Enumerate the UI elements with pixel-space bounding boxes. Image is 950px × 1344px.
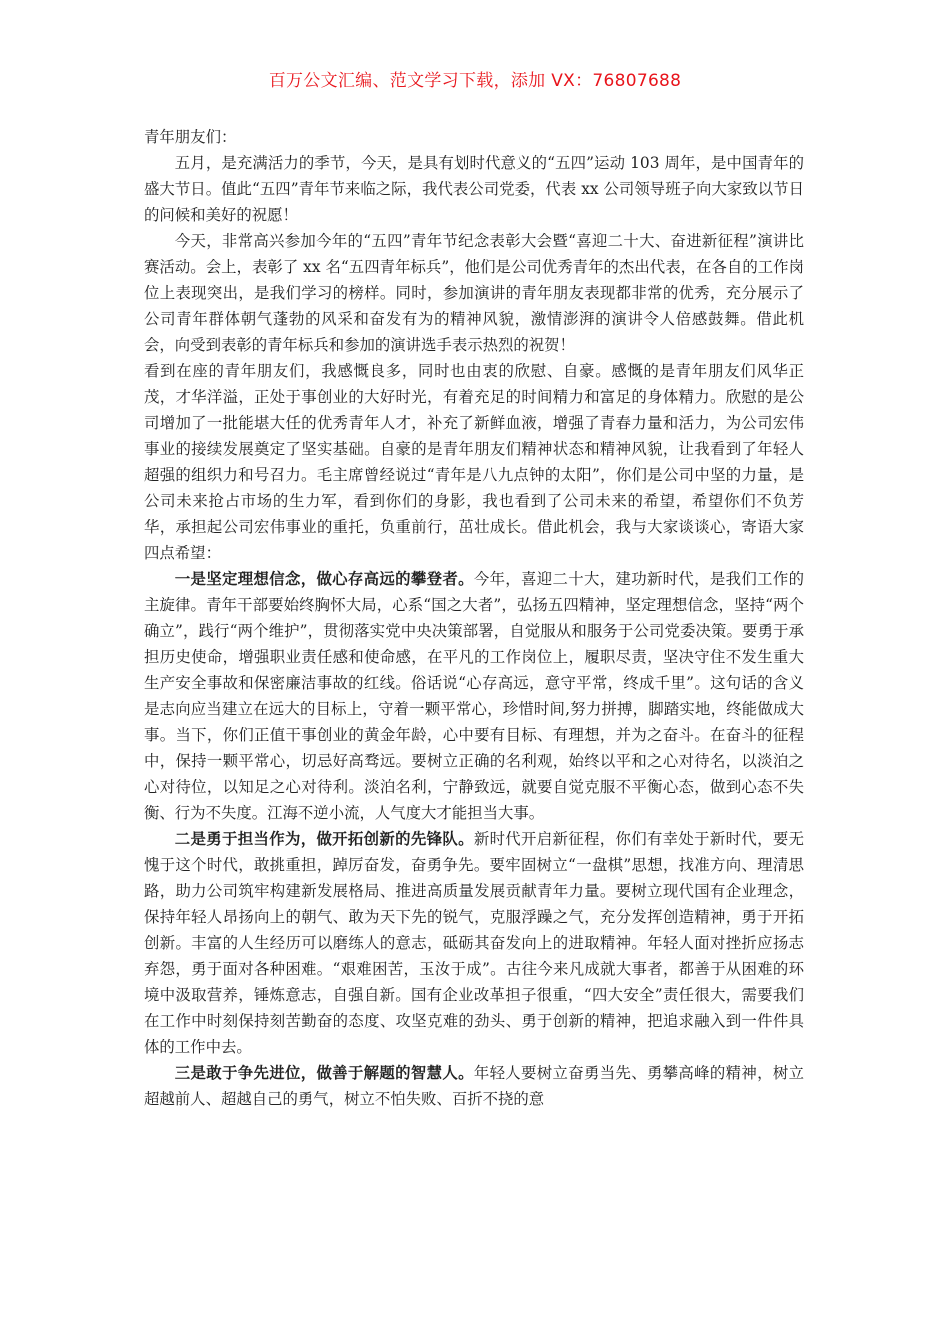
section-one-heading: 一是坚定理想信念，做心存高远的攀登者。 xyxy=(174,570,474,588)
salutation: 青年朋友们： xyxy=(144,128,237,146)
watermark-banner: 百万公文汇编、范文学习下载，添加 VX：76807688 xyxy=(268,71,682,91)
section-three xyxy=(144,1060,804,1112)
document-body xyxy=(144,124,804,1112)
section-three-text: 年轻人要树立奋勇当先、勇攀高峰的精神，树立超越前人、超越自己的勇气，树立不怕失败、百折不挠的意 xyxy=(144,1064,804,1108)
paragraph-commendation: 今天，非常高兴参加今年的“五四”青年节纪念表彰大会暨“喜迎二十大、奋进新征程”演讲比赛活动。会上，表彰了 xx 名“五四青年标兵”，他们是公司优秀青年的杰出代表，在各自的工作岗位上表现突出，是我们学习的榜样。同时，参加演讲的青年朋友表现都非常的优秀，充分展示了公司青年群体朝气蓬勃的风采和奋发有为的精神风貌，激情澎湃的演讲令人倍感鼓舞。借此机会，向受到表彰的青年标兵和参加的演讲选手表示热烈的祝贺！ xyxy=(144,232,804,354)
section-one xyxy=(144,566,804,826)
section-two xyxy=(144,826,804,1060)
section-two-heading: 二是勇于担当作为，做开拓创新的先锋队。 xyxy=(174,830,474,848)
section-two-text: 新时代开启新征程，你们有幸处于新时代，要无愧于这个时代，敢挑重担，踔厉奋发，奋勇争先。要牢固树立“一盘棋”思想，找准方向、理清思路，助力公司筑牢构建新发展格局、推进高质量发展贡献青年力量。要树立现代国有企业理念，保持年轻人昂扬向上的朝气、敢为天下先的锐气，克服浮躁之气，充分发挥创造精神，勇于开拓创新。丰富的人生经历可以磨练人的意志，砥砺其奋发向上的进取精神。年轻人面对挫折应扬志弃怨，勇于面对各种困难。“艰难困苦，玉汝于成”。古往今来凡成就大事者，都善于从困难的环境中汲取营养，锤炼意志，自强自新。国有企业改革担子很重，“四大安全”责任很大，需要我们在工作中时刻保持刻苦勤奋的态度、攻坚克难的劲头、勇于创新的精神，把追求融入到一件件具体的工作中去。 xyxy=(144,830,804,1056)
section-one-text: 今年，喜迎二十大，建功新时代，是我们工作的主旋律。青年干部要始终胸怀大局，心系“国之大者”，弘扬五四精神，坚定理想信念，坚持“两个确立”，践行“两个维护”，贯彻落实党中央决策部署，自觉服从和服务于公司党委决策。要勇于承担历史使命，增强职业责任感和使命感，在平凡的工作岗位上，履职尽责，坚决守住不发生重大生产安全事故和保密廉洁事故的红线。俗话说“心存高远，意守平常，终成千里”。这句话的含义是志向应当建立在远大的目标上，守着一颗平常心，珍惜时间,努力拼搏，脚踏实地，终能做成大事。当下，你们正值干事创业的黄金年龄，心中要有目标、有理想，并为之奋斗。在奋斗的征程中，保持一颗平常心，切忌好高骛远。要树立正确的名利观，始终以平和之心对待名，以淡泊之心对待位，以知足之心对待利。淡泊名利，宁静致远，就要自觉克服不平衡心态，做到心态不失衡、行为不失度。江海不逆小流，人气度大才能担当大事。 xyxy=(144,570,804,822)
paragraph-reflection: 看到在座的青年朋友们，我感慨良多，同时也由衷的欣慰、自豪。感慨的是青年朋友们风华正茂，才华洋溢，正处于事创业的大好时光，有着充足的时间精力和富足的身体精力。欣慰的是公司增加了一批能堪大任的优秀青年人才，补充了新鲜血液，增强了青春力量和活力，为公司宏伟事业的接续发展奠定了坚实基础。自豪的是青年朋友们精神状态和精神风貌，让我看到了年轻人超强的组织力和号召力。毛主席曾经说过“青年是八九点钟的太阳”，你们是公司中坚的力量，是公司未来抢占市场的生力军，看到你们的身影，我也看到了公司未来的希望，希望你们不负芳华，承担起公司宏伟事业的重托，负重前行，茁壮成长。借此机会，我与大家谈谈心，寄语大家四点希望： xyxy=(144,362,804,562)
paragraph-opening: 五月，是充满活力的季节，今天，是具有划时代意义的“五四”运动 103 周年，是中国青年的盛大节日。值此“五四”青年节来临之际，我代表公司党委，代表 xx 公司领导班子向大家致以节日的问候和美好的祝愿！ xyxy=(144,154,804,224)
section-three-heading: 三是敢于争先进位，做善于解题的智慧人。 xyxy=(174,1064,474,1082)
